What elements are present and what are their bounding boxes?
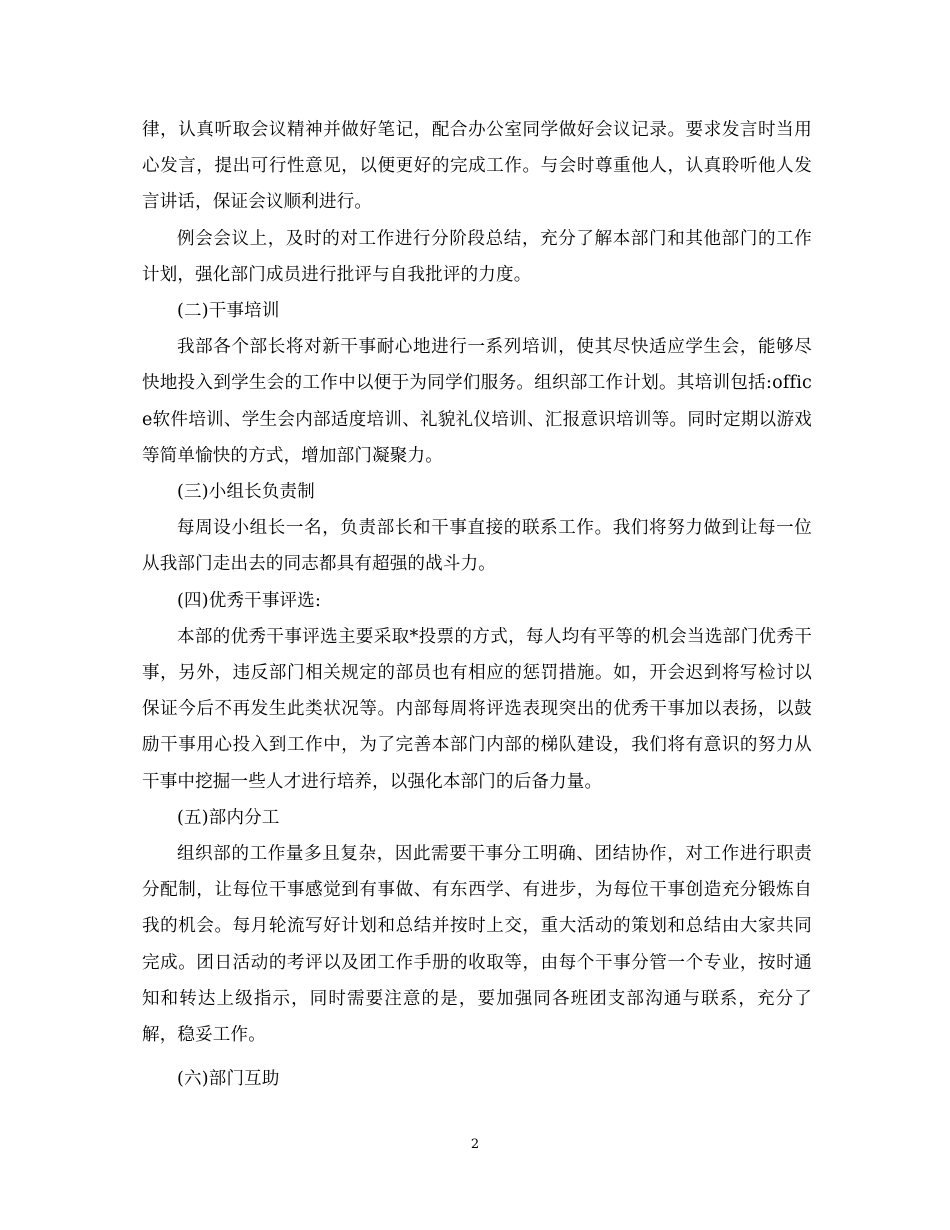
paragraph-meeting-summary: 例会会议上，及时的对工作进行分阶段总结，充分了解本部门和其他部门的工作计划，强化部门成员进行批评与自我批评的力度。 bbox=[142, 228, 812, 285]
paragraph-training: 我部各个部长将对新干事耐心地进行一系列培训，使其尽快适应学生会，能够尽快地投入到学生会的工作中以便于为同学们服务。组织部工作计划。其培训包括:office软件培训、学生会内部适度培训、礼貌礼仪培训、汇报意识培训等。同时定期以游戏等简单愉快的方式，增加部门凝聚力。 bbox=[142, 337, 812, 466]
section-heading-division: (五)部内分工 bbox=[177, 807, 280, 828]
paragraph-division: 组织部的工作量多且复杂，因此需要干事分工明确、团结协作，对工作进行职责分配制，让每位干事感觉到有事做、有东西学、有进步，为每位干事创造充分锻炼自我的机会。每月轮流写好计划和总结并按时上交，重大活动的策划和总结由大家共同完成。团日活动的考评以及团工作手册的收取等，由每个干事分管一个专业，按时通知和转达上级指示，同时需要注意的是，要加强同各班团支部沟通与联系，充分了解，稳妥工作。 bbox=[142, 844, 812, 1046]
section-heading-group-leader: (三)小组长负责制 bbox=[177, 482, 315, 503]
paragraph-continued: 律，认真听取会议精神并做好笔记，配合办公室同学做好会议记录。要求发言时当用心发言，提出可行性意见，以便更好的完成工作。与会时尊重他人，认真聆听他人发言讲话，保证会议顺利进行。 bbox=[142, 120, 812, 213]
section-heading-selection: (四)优秀干事评选: bbox=[177, 590, 322, 611]
paragraph-group-leader: 每周设小组长一名，负责部长和干事直接的联系工作。我们将努力做到让每一位从我部门走出去的同志都具有超强的战斗力。 bbox=[142, 518, 812, 575]
section-heading-training: (二)干事培训 bbox=[177, 301, 280, 322]
paragraph-selection: 本部的优秀干事评选主要采取*投票的方式，每人均有平等的机会当选部门优秀干事，另外，违反部门相关规定的部员也有相应的惩罚措施。如，开会迟到将写检讨以保证今后不再发生此类状况等。内部每周将评选表现突出的优秀干事加以表扬，以鼓励干事用心投入到工作中，为了完善本部门内部的梯队建设，我们将有意识的努力从干事中挖掘一些人才进行培养，以强化本部门的后备力量。 bbox=[142, 626, 812, 792]
page-number: 2 bbox=[470, 1137, 480, 1152]
section-heading-mutual-aid: (六)部门互助 bbox=[177, 1069, 280, 1090]
document-body bbox=[142, 112, 812, 1097]
